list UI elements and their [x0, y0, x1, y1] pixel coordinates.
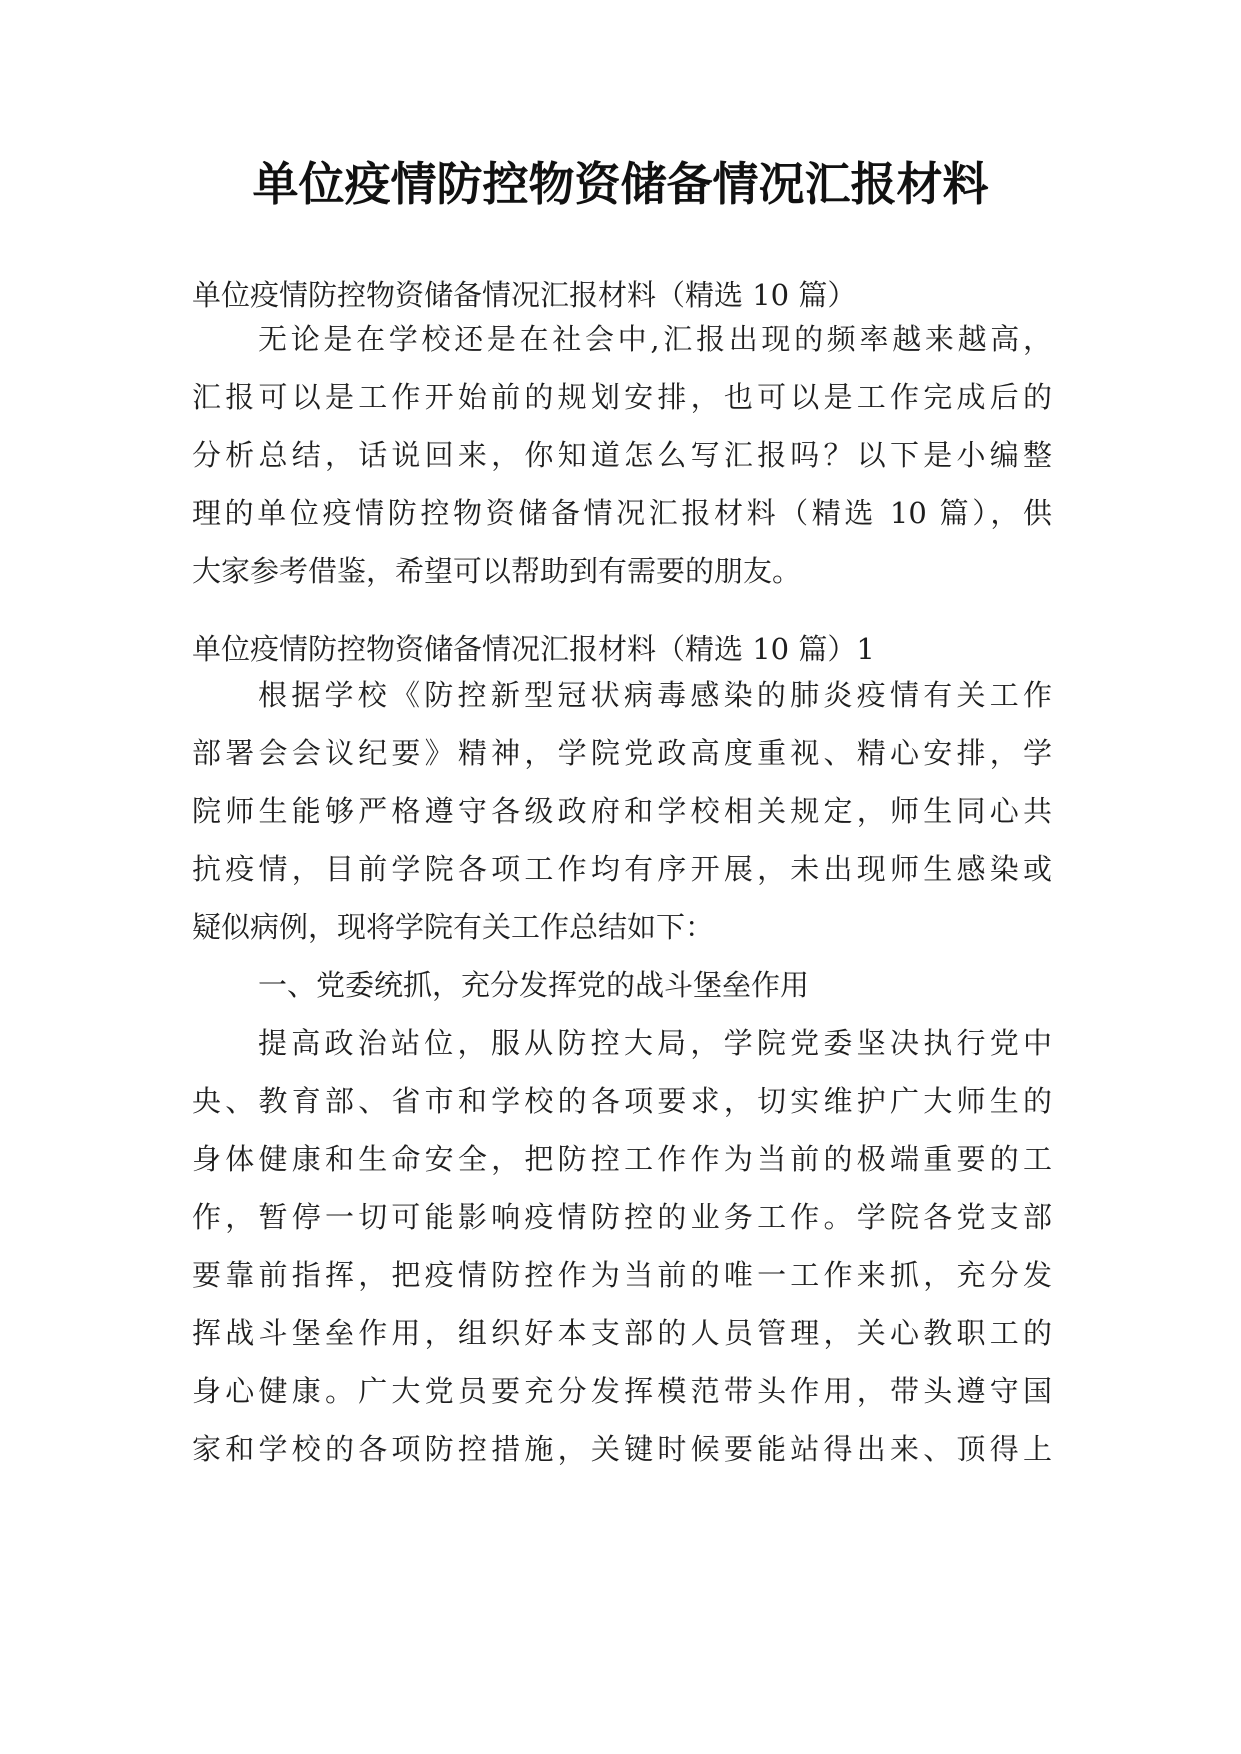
paragraph-line: 部署会会议纪要》精神，学院党政高度重视、精心安排，学: [192, 736, 1052, 770]
paragraph-line: 挥战斗堡垒作用，组织好本支部的人员管理，关心教职工的: [192, 1316, 1052, 1350]
section-1-paragraph-1: [192, 666, 1052, 956]
paragraph-line: 作，暂停一切可能影响疫情防控的业务工作。学院各党支部: [192, 1200, 1052, 1234]
intro-line: 理的单位疫情防控物资储备情况汇报材料（精选 10 篇），供: [192, 496, 1052, 530]
paragraph-line: 央、教育部、省市和学校的各项要求，切实维护广大师生的: [192, 1084, 1052, 1118]
paragraph-line: 家和学校的各项防控措施，关键时候要能站得出来、顶得上: [192, 1432, 1052, 1466]
section-1-paragraph-2: [192, 1014, 1052, 1478]
paragraph-line: 提高政治站位，服从防控大局，学院党委坚决执行党中: [258, 1026, 1052, 1060]
paragraph-line: 抗疫情，目前学院各项工作均有序开展，未出现师生感染或: [192, 852, 1052, 886]
paragraph-line: 身体健康和生命安全，把防控工作作为当前的极端重要的工: [192, 1142, 1052, 1176]
section-1-heading: 单位疫情防控物资储备情况汇报材料（精选 10 篇）1: [192, 632, 875, 666]
document-subtitle: 单位疫情防控物资储备情况汇报材料（精选 10 篇）: [192, 278, 857, 312]
paragraph-line: 身心健康。广大党员要充分发挥模范带头作用，带头遵守国: [192, 1374, 1052, 1408]
paragraph-line: 疑似病例，现将学院有关工作总结如下：: [192, 910, 715, 944]
intro-paragraph: [192, 310, 1052, 600]
intro-line: 大家参考借鉴，希望可以帮助到有需要的朋友。: [192, 554, 802, 588]
paragraph-line: 院师生能够严格遵守各级政府和学校相关规定，师生同心共: [192, 794, 1052, 828]
intro-line: 无论是在学校还是在社会中,汇报出现的频率越来越高，: [258, 322, 1052, 356]
document-title: 单位疫情防控物资储备情况汇报材料: [252, 157, 989, 211]
section-1-subheading: 一、党委统抓，充分发挥党的战斗堡垒作用: [258, 968, 810, 1002]
section-1-subheading-block: [192, 956, 1052, 1014]
paragraph-line: 根据学校《防控新型冠状病毒感染的肺炎疫情有关工作: [258, 678, 1052, 712]
intro-line: 分析总结，话说回来，你知道怎么写汇报吗？以下是小编整: [192, 438, 1052, 472]
paragraph-line: 要靠前指挥，把疫情防控作为当前的唯一工作来抓，充分发: [192, 1258, 1052, 1292]
intro-line: 汇报可以是工作开始前的规划安排，也可以是工作完成后的: [192, 380, 1052, 414]
